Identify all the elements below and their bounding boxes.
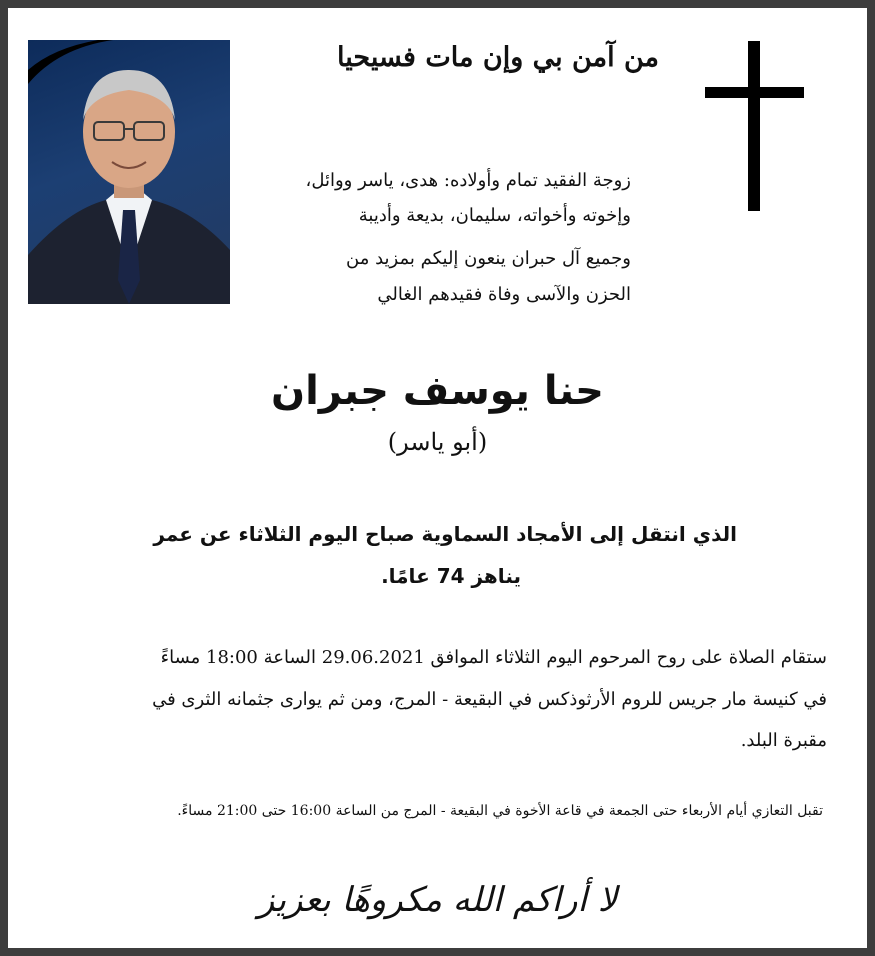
deceased-photo — [28, 40, 230, 304]
cross-icon — [748, 41, 760, 211]
passing-line: الذي انتقل إلى الأمجاد السماوية صباح اليوم الثلاثاء عن عمر — [153, 522, 737, 546]
condolences-note: تقبل التعازي أيام الأربعاء حتى الجمعة في قاعة الأخوة في البقيعة - المرج من الساعة 16:00 حتى 21:00 مساءً. — [177, 803, 823, 819]
passing-line: يناهز 74 عامًا. — [381, 564, 521, 588]
deceased-nickname: (أبو ياسر) — [387, 428, 488, 456]
closing-phrase: لا أراكم الله مكروهًا بعزيز — [257, 880, 618, 920]
family-line: وإخوته وأخواته، سليمان، بديعة وأديبة — [358, 205, 631, 226]
deceased-name: حنا يوسف جبران — [271, 368, 604, 414]
bible-verse: من آمن بي وإن مات فسيحيا — [337, 42, 659, 73]
prayer-line: ستقام الصلاة على روح المرحوم اليوم الثلاثاء الموافق 29.06.2021 الساعة 18:00 مساءً — [160, 647, 827, 668]
family-line: زوجة الفقيد تمام وأولاده: هدى، ياسر ووائل، — [305, 170, 631, 191]
prayer-line: مقبرة البلد. — [740, 730, 827, 751]
family-line: وجميع آل حبران ينعون إليكم بمزيد من — [346, 248, 631, 269]
family-line: الحزن والآسى وفاة فقيدهم الغالي — [377, 284, 631, 305]
obituary-sheet — [8, 8, 867, 948]
cross-icon-bar — [705, 87, 804, 98]
prayer-line: في كنيسة مار جريس للروم الأرثوذكس في البقيعة - المرج، ومن ثم يوارى جثمانه الثرى في — [152, 689, 827, 710]
portrait-image — [28, 40, 230, 304]
